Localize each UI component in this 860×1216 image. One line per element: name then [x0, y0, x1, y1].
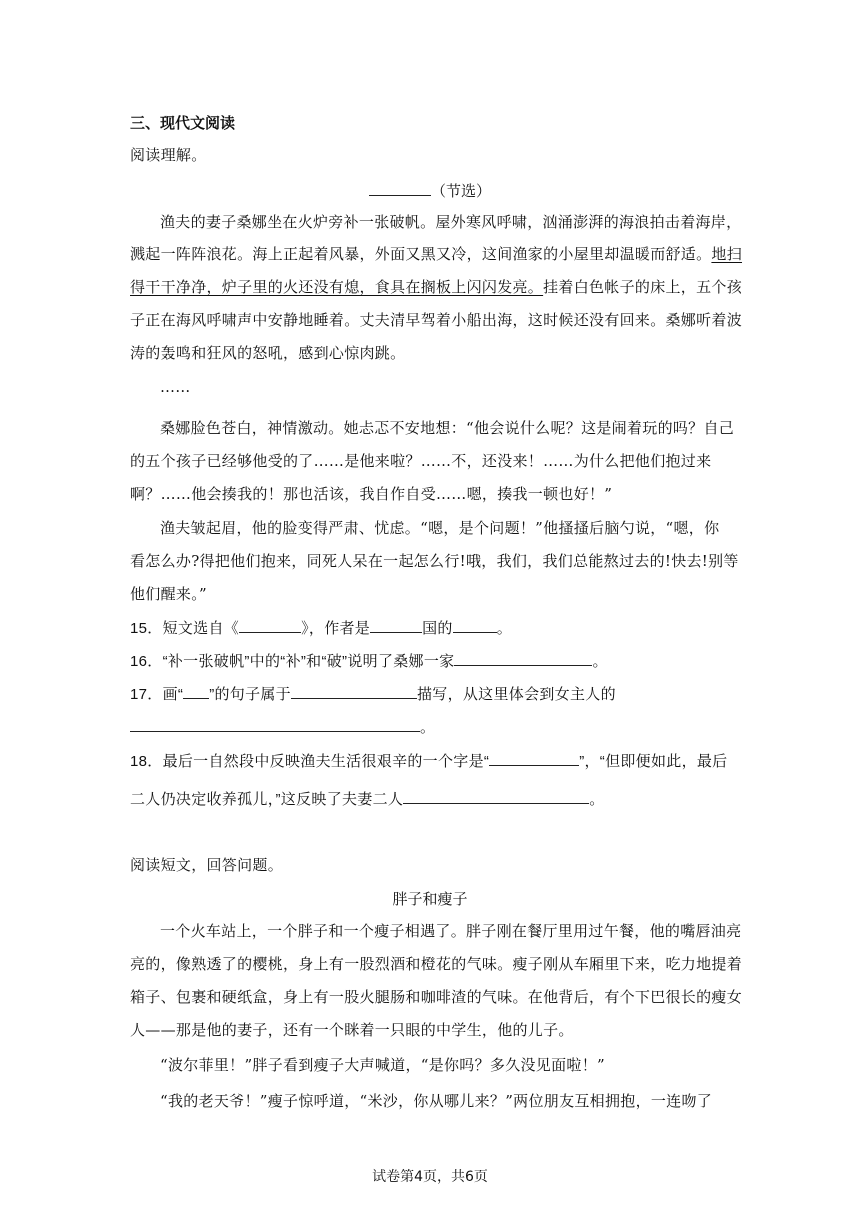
underlined-sentence-part1: 地扫 — [711, 245, 743, 263]
p2-line2: 的五个孩子已经够他受的了……是他来啦？……不，还没来！……为什么把他们抱过来 — [130, 452, 712, 470]
q15-blank-book[interactable] — [239, 618, 301, 633]
q17-blank-feeling[interactable] — [130, 717, 420, 732]
p4-line2: 亮的，像熟透了的樱桃，身上有一股烈酒和橙花的气味。瘦子刚从车厢里下来，吃力地提着 — [130, 955, 743, 973]
p1-line5: 涛的轰鸣和狂风的怒吼，感到心惊肉跳。 — [130, 344, 406, 362]
p2-line1: 桑娜脸色苍白，神情激动。她忐忑不安地想：“他会说什么呢？这是闹着玩的吗？自己 — [160, 419, 735, 437]
p5-line1: “波尔菲里！”胖子看到瘦子大声喊道，“是你吗？多久没见面啦！” — [160, 1056, 605, 1074]
reading1-instruction: 阅读理解。 — [130, 147, 207, 164]
underlined-sentence-part2: 得干干净净，炉子里的火还没有熄，食具在搁板上闪闪发亮。 — [130, 278, 544, 296]
question-17: 17．画“ ”的句子属于 描写，从这里体会到女主人的 — [130, 686, 616, 703]
p4-line4: 人——那是他的妻子，还有一个眯着一只眼的中学生，他的儿子。 — [130, 1021, 574, 1039]
question-15: 15．短文选自《 》，作者是 国的 。 — [130, 620, 513, 637]
p6-line1: “我的老天爷！”瘦子惊呼道，“米沙，你从哪儿来？”两位朋友互相拥抱，一连吻了 — [160, 1092, 713, 1110]
q18-blank-trait[interactable] — [403, 789, 589, 804]
p3-line2: 看怎么办?得把他们抱来，同死人呆在一起怎么行!哦，我们，我们总能熬过去的!快去!别等 — [130, 552, 739, 570]
q15-blank-author[interactable] — [453, 618, 497, 633]
passage1-subtitle — [0, 180, 860, 201]
p3-line1: 渔夫皱起眉，他的脸变得严肃、忧虑。“嗯，是个问题！”他搔搔后脑勺说，“嗯，你 — [160, 519, 720, 537]
subtitle-suffix: （节选） — [430, 182, 491, 200]
q16-blank[interactable] — [454, 651, 592, 666]
p4-line3: 箱子、包裹和硬纸盒，身上有一股火腿肠和咖啡渣的气味。在他背后，有个下巴很长的瘦女 — [130, 988, 743, 1006]
p1-line4: 子正在海风呼啸声中安静地睡着。丈夫清早驾着小船出海，这时候还没有回来。桑娜听着波 — [130, 311, 743, 329]
q15-blank-country[interactable] — [370, 618, 422, 633]
page-footer: 试卷第4页，共6页 — [372, 1169, 488, 1185]
p1-line2: 溅起一阵阵浪花。海上正起着风暴，外面又黑又冷，这间渔家的小屋里却温暖而舒适。地扫 — [130, 245, 743, 263]
p4-line1: 一个火车站上，一个胖子和一个瘦子相遇了。胖子刚在餐厅里用过午餐，他的嘴唇油亮 — [160, 922, 742, 940]
p1-line1: 渔夫的妻子桑娜坐在火炉旁补一张破帆。屋外寒风呼啸，汹涌澎湃的海浪拍击着海岸， — [160, 213, 742, 231]
p3-line3: 他们醒来。” — [130, 585, 207, 603]
p1-line3: 得干干净净，炉子里的火还没有熄，食具在搁板上闪闪发亮。挂着白色帐子的床上，五个孩 — [130, 278, 743, 296]
passage2-title: 胖子和瘦子 — [392, 890, 468, 908]
question-16: 16．“补一张破帆”中的“补”和“破”说明了桑娜一家 。 — [130, 653, 608, 670]
question-18: 18．最后一自然段中反映渔夫生活很艰辛的一个字是“ ”，“但即便如此，最后 — [130, 753, 728, 770]
question-18-cont: 二人仍决定收养孤儿，”这反映了夫妻二人 。 — [130, 791, 605, 808]
p2-line3: 啊？……他会揍我的！那也活该，我自作自受……嗯，揍我一顿也好！” — [130, 485, 613, 503]
ellipsis: …… — [160, 378, 191, 396]
reading2-instruction: 阅读短文，回答问题。 — [130, 857, 284, 874]
title-blank — [369, 181, 431, 196]
q17-underline-sample — [183, 684, 209, 699]
question-17-cont: 。 — [130, 717, 435, 738]
section-title: 三、现代文阅读 — [130, 114, 236, 132]
q18-blank-word[interactable] — [489, 751, 579, 766]
q17-blank-type[interactable] — [291, 684, 417, 699]
